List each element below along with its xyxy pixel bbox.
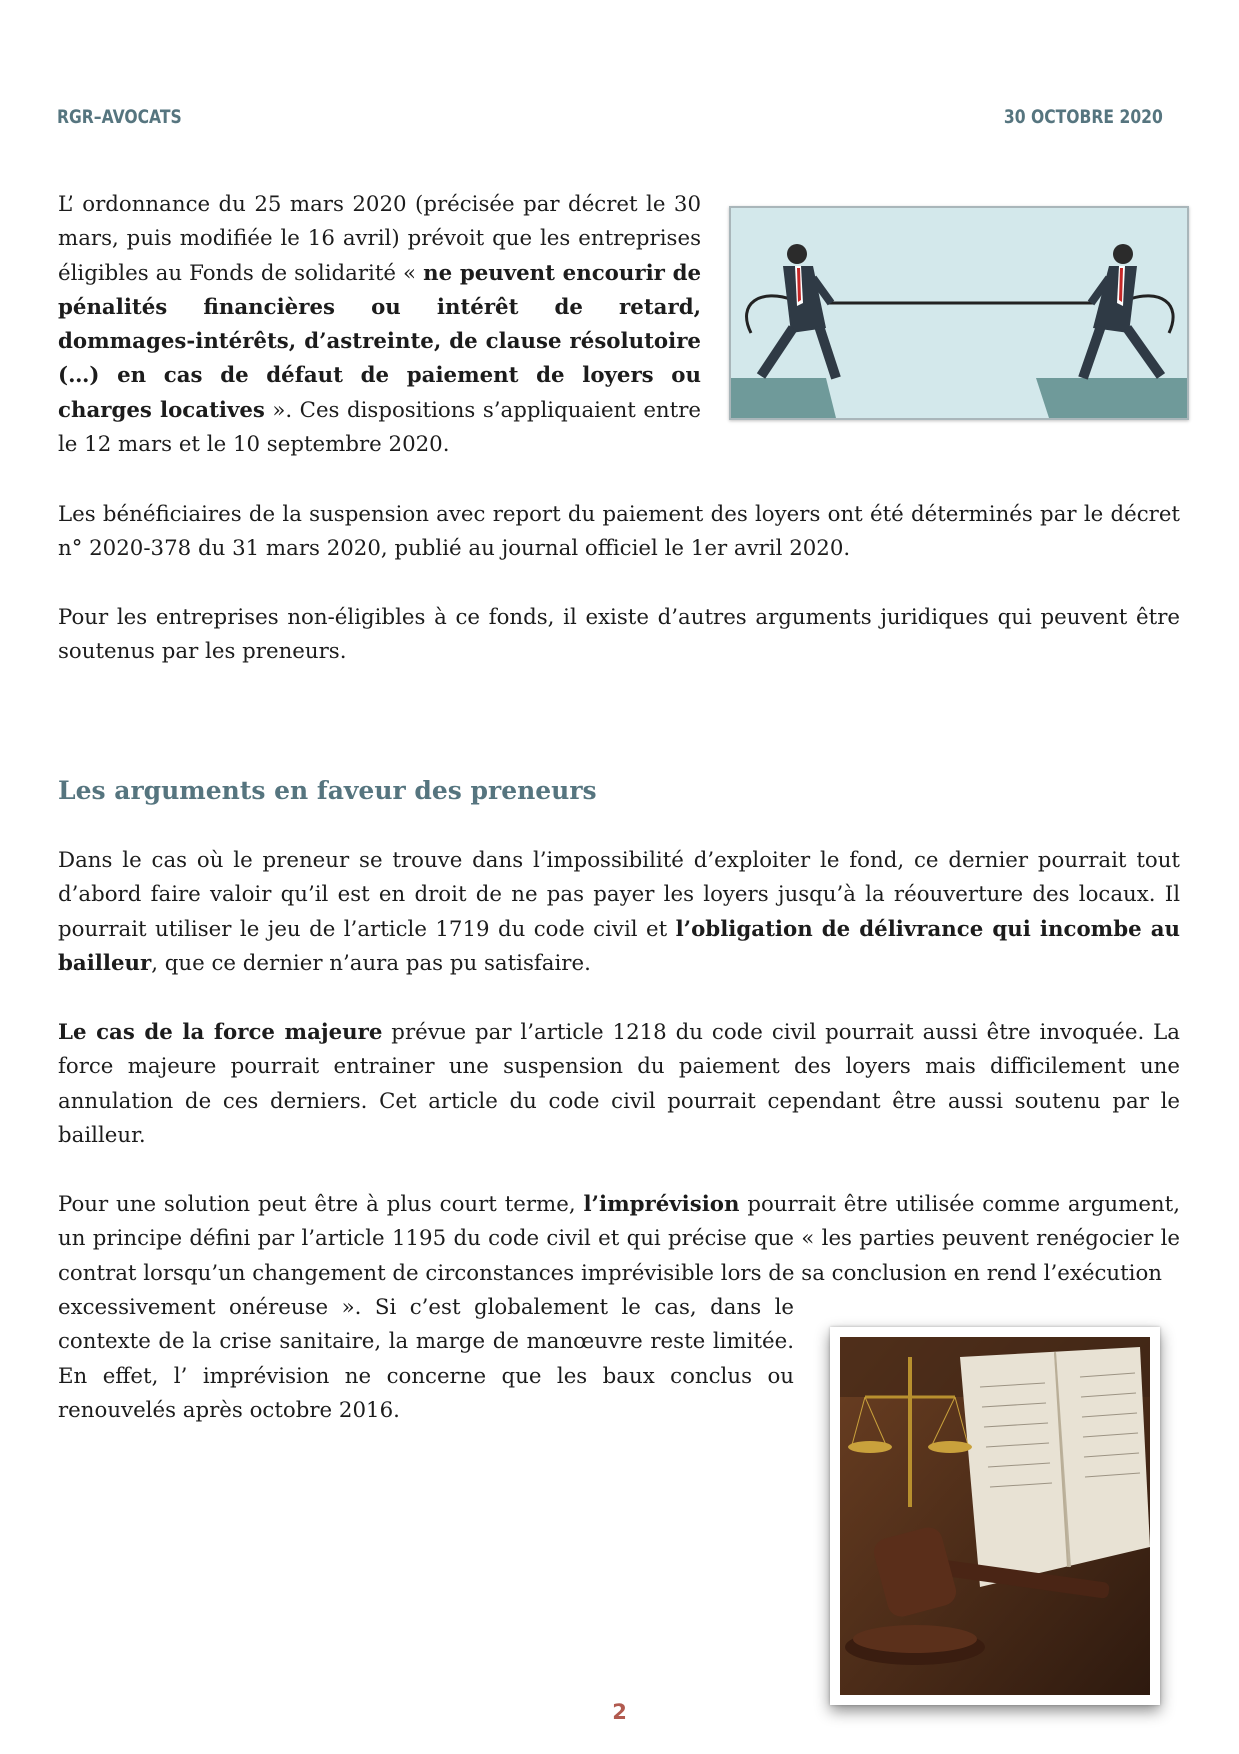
paragraph-force-majeure-outro: prévue par l’article 1218 du code civil pourrait aussi être invoquée. La force majeure pourrait entrainer une suspension du paiement des loyers mais difficilement une annulation de ces derniers. Cet article du code civil pourrait cependant être aussi soutenu par le bailleur.	[58, 1020, 1180, 1148]
paragraph-delivrance-bold: l’obligation de délivrance qui incombe au bailleur	[58, 916, 1180, 976]
header-date: 30 OCTOBRE 2020	[1004, 106, 1163, 128]
paragraph-ordonnance-intro: L’ ordonnance du 25 mars 2020 (précisée par décret le 30 mars, puis modifiée le 16 avril) prévoit que les entreprises éligibles au Fonds de solidarité «	[58, 192, 701, 286]
paragraph-imprevision-intro: Pour une solution peut être à plus court terme,	[58, 1192, 584, 1217]
paragraph-delivrance-outro: , que ce dernier n’aura pas pu satisfaire.	[151, 950, 591, 976]
paragraph-beneficiaires: Les bénéficiaires de la suspension avec report du paiement des loyers ont été déterminés par le décret n° 2020-378 du 31 mars 2020, publié au journal officiel le 1er avril 2020.	[58, 502, 1180, 562]
paragraph-non-eligibles: Pour les entreprises non-éligibles à ce fonds, il existe d’autres arguments juridiques qui peuvent être soutenus par les preneurs.	[58, 605, 1180, 665]
paragraph-ordonnance-quote: ne peuvent encourir de pénalités financières ou intérêt de retard, dommages-intérêts, d’astreinte, de clause résolutoire (…) en cas de défaut de paiement de loyers ou charges locatives	[58, 260, 702, 423]
page-number: 2	[612, 1700, 627, 1724]
paragraph-delivrance-intro: Dans le cas où le preneur se trouve dans l’impossibilité d’exploiter le fond, ce dernier pourrait tout d’abord faire valoir qu’il est en droit de ne pas payer les loyers jusqu’à la réouverture des locaux. Il pourrait utiliser le jeu de l’article 1719 du code civil et	[58, 848, 1180, 942]
paragraph-ordonnance	[58, 188, 701, 462]
paragraph-force-majeure	[58, 1016, 1180, 1153]
tug-of-war-illustration	[729, 206, 1189, 420]
paragraph-ordonnance-outro: ». Ces dispositions s’appliquaient entre le 12 mars et le 10 septembre 2020.	[58, 397, 701, 458]
paragraph-imprevision	[58, 1188, 1180, 1291]
paragraph-force-majeure-bold: Le cas de la force majeure	[58, 1020, 383, 1045]
section-heading: Les arguments en faveur des preneurs	[58, 776, 597, 805]
paragraph-imprevision-bold: l’imprévision	[583, 1192, 740, 1217]
paragraph-imprevision-continued: excessivement onéreuse ». Si c’est globalement le cas, dans le contexte de la crise sanitaire, la marge de manœuvre reste limitée. En effet, l’ imprévision ne concerne que les baux conclus ou renouvelés après octobre 2016.	[58, 1295, 794, 1423]
paragraph-imprevision-outro: pourrait être utilisée comme argument, un principe défini par l’article 1195 du code civil et qui précise que « les parties peuvent renégocier le contrat lorsqu’un changement de circonstances imprévisible lors de sa conclusion en rend l’exécution	[58, 1192, 1180, 1286]
header-firm-name: RGR–AVOCATS	[57, 106, 182, 128]
gavel-book-scales-photo	[830, 1327, 1160, 1705]
paragraph-delivrance	[58, 844, 1180, 981]
